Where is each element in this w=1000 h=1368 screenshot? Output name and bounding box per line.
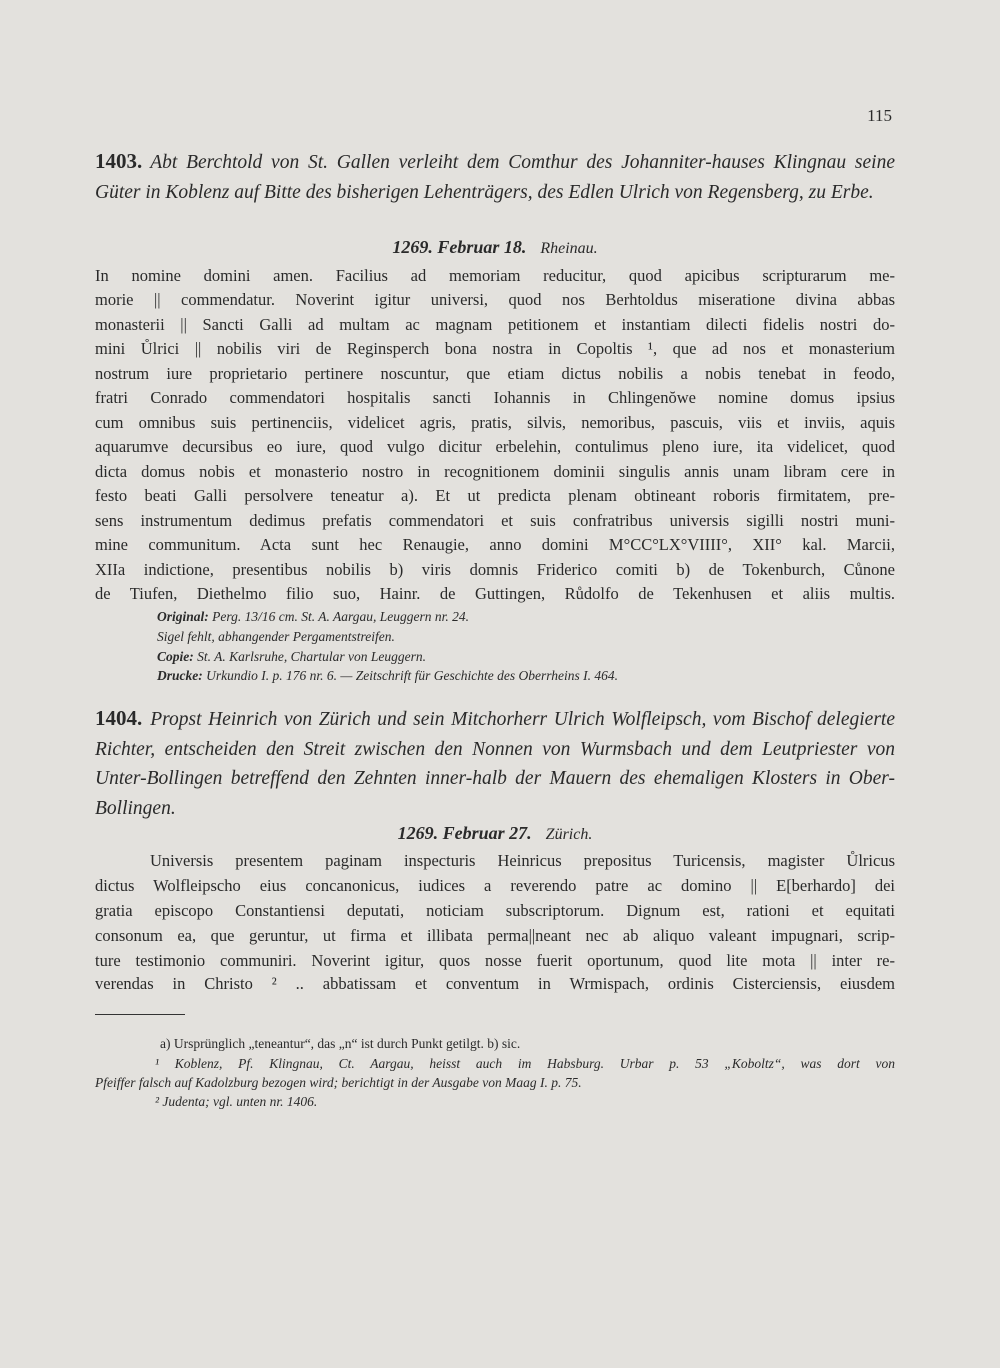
doc2-title: Propst Heinrich von Zürich und sein Mitchorherr Ulrich Wolfleipsch, vom Bischof delegierte Richter, entscheiden den Streit zwischen den Nonnen von Wurmsbach und dem Leutpriester von Unter-Bollingen betreffend den Zehnten inner-halb der Mauern des ehemaligen Klosters in Ober-Bollingen. bbox=[95, 709, 895, 819]
footnote-rule bbox=[95, 1014, 185, 1015]
note-text: Sigel fehlt, abhangender Pergamentstreifen. bbox=[157, 629, 395, 644]
footnote-1-cont: Pfeiffer falsch auf Kadolzburg bezogen wird; berichtigt in der Ausgabe von Maag I. p. 75. bbox=[95, 1075, 582, 1090]
doc1-place: Rheinau. bbox=[540, 240, 598, 257]
doc2-text-line: ture testimonio communiri. Noverint igitur, quos nosse fuerit oportunum, quod lite mota || inter re- bbox=[95, 951, 895, 970]
doc1-text-line: XIIa indictione, presentibus nobilis b) viris domnis Friderico comiti b) de Tokenburch, Cůnone bbox=[95, 560, 895, 579]
doc1-text-line: In nomine domini amen. Facilius ad memoriam reducitur, quod apicibus scripturarum me- bbox=[95, 266, 895, 285]
doc1-text-line: morie || commendatur. Noverint igitur universi, quod nos Berhtoldus miseratione divina abbas bbox=[95, 290, 895, 309]
doc1-text-line: nostrum iure proprietario pertinere noscuntur, que etiam dictus nobilis a nobis tenebat in feodo, bbox=[95, 364, 895, 383]
note-text: Urkundio I. p. 176 nr. 6. — Zeitschrift für Geschichte des Oberrheins I. 464. bbox=[206, 668, 618, 683]
doc1-text-line: aquarumve decursibus eo iure, quod vulgo dicitur erbelehin, contulimus pleno iure, ita videlicet, quod bbox=[95, 437, 895, 456]
note-label: Drucke: bbox=[157, 668, 203, 683]
doc1-text-line: mine communitum. Acta sunt hec Renaugie, anno domini M°CC°LX°VIIII°, XII° kal. Marcii, bbox=[95, 535, 895, 554]
doc1-text-line: sens instrumentum dedimus prefatis commendatori et suis confratribus universis sigilli nostri muni- bbox=[95, 511, 895, 530]
doc1-text-line: dicta domus nobis et monasterio nostro in recognitionem dominii singulis annis unam libram cere in bbox=[95, 462, 895, 481]
doc2-text-line: Universis presentem paginam inspecturis Heinricus prepositus Turicensis, magister Ůlricus bbox=[150, 851, 895, 870]
doc2-dateline bbox=[95, 823, 895, 844]
doc1-heading bbox=[95, 147, 895, 207]
doc1-text-line: fratri Conrado commendatori hospitalis sancti Iohannis in Chlingenŏwe nomine domus ipsius bbox=[95, 388, 895, 407]
doc2-text-line: gratia episcopo Constantiensi deputati, noticiam subscriptorum. Dignum est, rationi et equitati bbox=[95, 901, 895, 920]
note-text: Perg. 13/16 cm. St. A. Aargau, Leuggern nr. 24. bbox=[212, 609, 470, 624]
note-label: Copie: bbox=[157, 649, 194, 664]
doc1-note-prints bbox=[157, 666, 877, 685]
doc1-title: Abt Berchtold von St. Gallen verleiht dem Comthur des Johanniter-hauses Klingnau seine Güter in Koblenz auf Bitte des bisherigen Lehenträgers, des Edlen Ulrich von Regensberg, zu Erbe. bbox=[95, 152, 895, 203]
doc2-text-line: consonum ea, que geruntur, ut firma et illibata perma||neant nec ab aliquo valeant impugnari, scrip- bbox=[95, 926, 895, 945]
doc1-dateline bbox=[95, 237, 895, 258]
note-text: St. A. Karlsruhe, Chartular von Leuggern. bbox=[197, 649, 427, 664]
doc1-note-copy bbox=[157, 647, 877, 666]
note-label: Original: bbox=[157, 609, 209, 624]
page-number: 115 bbox=[867, 106, 892, 125]
doc2-heading bbox=[95, 704, 895, 823]
doc1-note-original bbox=[157, 607, 877, 626]
doc2-text-line: dictus Wolfleipscho eius concanonicus, iudices a reverendo patre ac domino || E[berhardo] dei bbox=[95, 876, 895, 895]
doc2-number: 1404. bbox=[95, 706, 143, 730]
doc1-text-line: festo beati Galli persolvere teneatur a). Et ut predicta plenam obtineant roboris firmitatem, pre- bbox=[95, 486, 895, 505]
doc1-text-line: cum omnibus suis pertinenciis, videlicet agris, pratis, silvis, nemoribus, pascuis, viis et inviis, aquis bbox=[95, 413, 895, 432]
doc1-text-line: mini Ůlrici || nobilis viri de Reginsperch bona nostra in Copoltis ¹, que ad nos et monasterium bbox=[95, 339, 895, 358]
doc1-note-seal bbox=[157, 627, 877, 646]
doc2-place: Zürich. bbox=[545, 826, 593, 843]
doc1-text-line: de Tiufen, Diethelmo filio suo, Hainr. de Guttingen, Růdolfo de Tekenhusen et aliis multis. bbox=[95, 584, 895, 603]
footnote-2: ² Judenta; vgl. unten nr. 1406. bbox=[155, 1094, 318, 1109]
doc2-text-line: verendas in Christo ² .. abbatissam et conventum in Wrmispach, ordinis Cisterciensis, eiusdem bbox=[95, 974, 895, 993]
footnote-1: ¹ Koblenz, Pf. Klingnau, Ct. Aargau, heisst auch im Habsburg. Urbar p. 53 „Koboltz“, was dort von bbox=[155, 1056, 895, 1071]
doc2-date: 1269. Februar 27. bbox=[397, 823, 532, 843]
doc1-number: 1403. bbox=[95, 149, 143, 173]
doc1-text-line: monasterii || Sancti Galli ad multam ac magnam petitionem et instantiam dilecti fidelis nostri do- bbox=[95, 315, 895, 334]
footnote-a-b: a) Ursprünglich „teneantur“, das „n“ ist durch Punkt getilgt. b) sic. bbox=[160, 1036, 521, 1051]
doc1-date: 1269. Februar 18. bbox=[392, 237, 527, 257]
